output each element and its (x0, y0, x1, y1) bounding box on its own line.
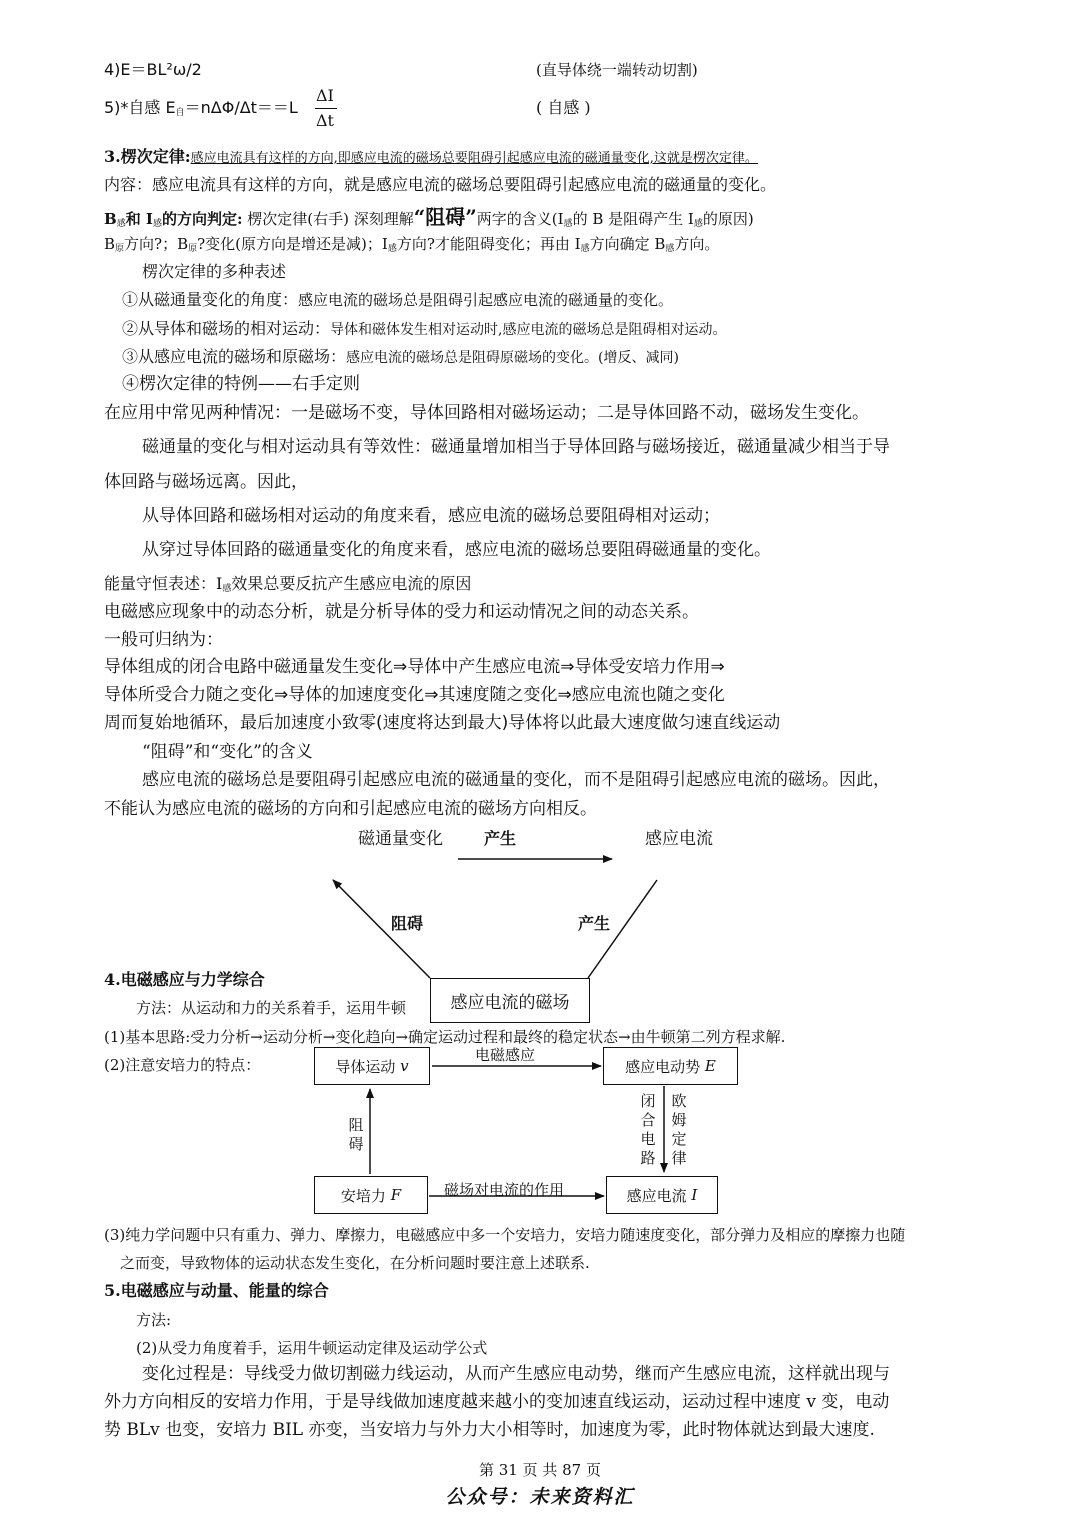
section4-method: 方法：从运动和力的关系着手，运用牛顿 (136, 999, 407, 1017)
formula-5-note: ( 自感 ) (536, 98, 591, 117)
meaning-title: “阻碍”和“变化”的含义 (142, 742, 313, 762)
formula-5-denominator: Δt (316, 111, 334, 130)
page-number: 第 31 页 共 87 页 (478, 1461, 601, 1479)
formula-5: 5)*自感 $E_自=n\Delta\Phi/\Delta t==L$ (104, 98, 298, 118)
section4-step3b: 之而变，导致物体的运动状态发生变化，在分析问题时要注意上述联系. (120, 1254, 590, 1272)
flux-change-paragraph: 从穿过导体回路的磁通量变化的角度来看，感应电流的磁场总要阻碍磁通量的变化。 (142, 540, 771, 560)
dynamic-analysis: 电磁感应现象中的动态分析，就是分析导体的受力和运动情况之间的动态关系。 (104, 602, 699, 622)
expression-item-2: ②从导体和磁场的相对运动：导体和磁体发生相对运动时,感应电流的磁场总是阻碍相对运动。 (122, 319, 727, 338)
direction-steps: $B_原$方向?；$B_原$?变化(原方向是增还是减)；$I_感$方向?才能阻碍变化；再由 $I_感$方向确定 $B_感$方向。 (104, 235, 720, 254)
formula-4-note: (直导体绕一端转动切割) (536, 61, 698, 79)
meaning-paragraph-a: 感应电流的磁场总是要阻碍引起感应电流的磁通量的变化，而不是阻碍引起感应电流的磁场。因此， (142, 770, 890, 790)
equivalence-paragraph-a: 磁通量的变化与相对运动具有等效性：磁通量增加相当于导体回路与磁场接近，磁通量减少相当于导 (142, 437, 890, 457)
section4-step2: (2)注意安培力的特点： (104, 1056, 261, 1074)
expression-item-1: ①从磁通量变化的角度：感应电流的磁场总是阻碍引起感应电流的磁通量的变化。 (122, 290, 674, 309)
arrow-label-ohms-law: 欧姆定律 (671, 1092, 687, 1167)
section4-step1: (1)基本思路:受力分析→运动分析→变化趋向→确定运动过程和最终的稳定状态→由牛顿第二列方程求解. (104, 1028, 786, 1046)
application-paragraph: 在应用中常见两种情况：一是磁场不变，导体回路相对磁场运动；二是导体回路不动，磁场发生变化。 (104, 403, 869, 423)
relative-motion-paragraph: 从导体回路和磁场相对运动的角度来看，感应电流的磁场总要阻碍相对运动； (142, 506, 720, 526)
section4-step3a: (3)纯力学问题中只有重力、弹力、摩擦力，电磁感应中多一个安培力，安培力随速度变化，部分弹力及相应的摩擦力也随 (104, 1226, 906, 1244)
lenz-heading: 3.楞次定律:感应电流具有这样的方向,即感应电流的磁场总要阻碍引起感应电流的磁通量变化,这就是楞次定律。 (104, 147, 758, 166)
formula-5-numerator: ΔI (316, 86, 334, 105)
formula-4: 4)E＝BL²ω/2 (104, 60, 202, 79)
arrow-label-field-on-current: 磁场对电流的作用 (444, 1181, 565, 1199)
chain-line-3: 周而复始地循环，最后加速度小致零(速度将达到最大)导体将以此最大速度做匀速直线运动 (104, 713, 781, 733)
section5-heading: 5.电磁感应与动量、能量的综合 (104, 1281, 329, 1300)
section5-paragraph-c: 势 BLv 也变，安培力 BIL 亦变，当安培力与外力大小相等时，加速度为零，此时物体就达到最大速度. (104, 1420, 875, 1440)
multi-expression-title: 楞次定律的多种表述 (142, 262, 287, 281)
arrow-label-oppose: 阻碍 (348, 1116, 364, 1153)
diagram1-produce-top: 产生 (484, 829, 517, 848)
expression-item-3: ③从感应电流的磁场和原磁场：感应电流的磁场总是阻碍原磁场的变化。(增反、减同) (122, 347, 679, 366)
diagram1-oppose: 阻碍 (391, 914, 424, 933)
section5-method: 方法: (136, 1311, 172, 1329)
diagram1-flux-change: 磁通量变化 (358, 829, 443, 849)
energy-statement: 能量守恒表述：$I_感$效果总要反抗产生感应电流的原因 (104, 574, 472, 594)
section5-paragraph-b: 外力方向相反的安培力作用，于是导线做加速度越来越小的变加速直线运动，运动过程中速度 v 变，电动 (104, 1392, 890, 1412)
diagram1-induced-field-box: 感应电流的磁场 (430, 978, 590, 1023)
box-conductor-motion: 导体运动 v (314, 1047, 430, 1085)
direction-judgement: $B_感$和 $I_感$的方向判定: 楞次定律(右手) 深刻理解“阻碍”两字的含义($I_感$的 B 是阻碍产生 $I_感$的原因) (104, 205, 754, 229)
box-induced-current: 感应电流 I (606, 1176, 718, 1214)
chain-line-1: 导体组成的闭合电路中磁通量发生变化⇒导体中产生感应电流⇒导体受安培力作用⇒ (104, 657, 725, 677)
equivalence-paragraph-b: 体回路与磁场远离。因此， (104, 472, 308, 492)
section5-paragraph-a: 变化过程是：导线受力做切割磁力线运动，从而产生感应电动势，继而产生感应电流，这样就出现与 (142, 1364, 890, 1384)
summary-intro: 一般可归纳为： (104, 630, 223, 650)
meaning-paragraph-b: 不能认为感应电流的磁场的方向和引起感应电流的磁场方向相反。 (104, 799, 597, 819)
chain-line-2: 导体所受合力随之变化⇒导体的加速度变化⇒其速度随之变化⇒感应电流也随之变化 (104, 685, 725, 705)
section5-item2: (2)从受力角度着手，运用牛顿运动定律及运动学公式 (136, 1339, 488, 1357)
diagram1-induced-current: 感应电流 (645, 829, 713, 849)
wechat-account-label: 公众号：未来资料汇 (445, 1486, 635, 1508)
box-induced-emf: 感应电动势 E (603, 1047, 738, 1085)
lenz-content: 内容：感应电流具有这样的方向，就是感应电流的磁场总要阻碍引起感应电流的磁通量的变化。 (104, 175, 777, 194)
diagram1-produce-right: 产生 (578, 914, 611, 933)
arrow-label-closed-circuit: 闭合电路 (640, 1092, 656, 1167)
section4-heading: 4.电磁感应与力学综合 (104, 970, 265, 989)
expression-item-4: ④楞次定律的特例——右手定则 (122, 374, 360, 394)
box-ampere-force: 安培力 F (314, 1176, 428, 1214)
arrow-label-em-induction: 电磁感应 (475, 1046, 536, 1064)
